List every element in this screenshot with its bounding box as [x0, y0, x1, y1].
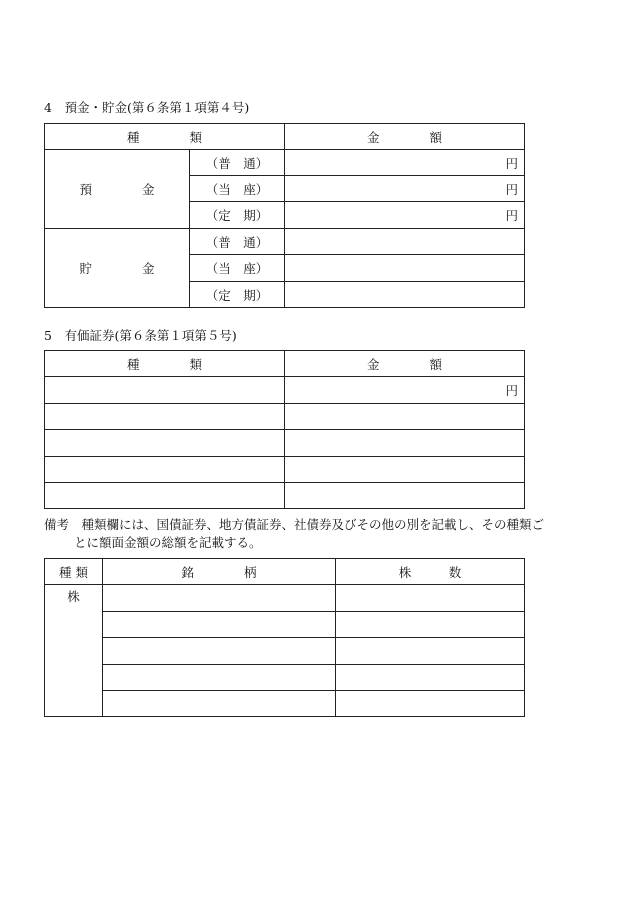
stock-brand-cell[interactable] [103, 665, 336, 691]
savings-sub-touza: （当 座） [190, 255, 285, 282]
header-type: 種 類 [45, 124, 285, 150]
stock-brand-cell[interactable] [103, 585, 336, 612]
deposit-sub-touza: （当 座） [190, 176, 285, 202]
section5-heading: 5 有価証券(第６条第１項第５号) [44, 328, 237, 343]
savings-sub-teiki: （定 期） [190, 282, 285, 308]
deposit-label: 預 金 [45, 150, 190, 229]
stock-shares-cell[interactable] [336, 665, 525, 691]
securities-amount-cell[interactable] [285, 404, 525, 430]
securities-table [44, 350, 525, 509]
stock-type-label: 株 [45, 585, 103, 717]
header-shares: 株 数 [336, 559, 525, 585]
stock-shares-cell[interactable] [336, 691, 525, 717]
deposit-amount-teiki[interactable]: 円 [285, 202, 525, 229]
securities-type-cell[interactable] [45, 430, 285, 457]
securities-amount-cell[interactable] [285, 483, 525, 509]
header-brand: 銘 柄 [103, 559, 336, 585]
deposit-sub-futsu: （普 通） [190, 150, 285, 176]
securities-type-cell[interactable] [45, 404, 285, 430]
deposit-sub-teiki: （定 期） [190, 202, 285, 229]
header-type: 種 類 [45, 351, 285, 377]
savings-amount-futsu[interactable] [285, 229, 525, 255]
securities-amount-cell[interactable]: 円 [285, 377, 525, 404]
header-type: 種 類 [45, 559, 103, 585]
savings-sub-futsu: （普 通） [190, 229, 285, 255]
savings-amount-teiki[interactable] [285, 282, 525, 308]
stock-shares-cell[interactable] [336, 585, 525, 612]
savings-label: 貯 金 [45, 229, 190, 308]
deposit-amount-touza[interactable]: 円 [285, 176, 525, 202]
savings-amount-touza[interactable] [285, 255, 525, 282]
stock-brand-cell[interactable] [103, 612, 336, 638]
stock-shares-cell[interactable] [336, 638, 525, 665]
securities-type-cell[interactable] [45, 377, 285, 404]
stock-shares-cell[interactable] [336, 612, 525, 638]
note-line1: 備考 種類欄には、国債証券、地方債証券、社債券及びその他の別を記載し、その種類ご [44, 517, 545, 532]
securities-note [44, 516, 604, 552]
header-amount: 金 額 [285, 351, 525, 377]
securities-type-cell[interactable] [45, 483, 285, 509]
note-line2: とに額面金額の総額を記載する。 [74, 535, 262, 550]
stock-brand-cell[interactable] [103, 691, 336, 717]
deposit-amount-futsu[interactable]: 円 [285, 150, 525, 176]
section4-heading: 4 預金・貯金(第６条第１項第４号) [44, 100, 250, 115]
securities-amount-cell[interactable] [285, 430, 525, 457]
stock-brand-cell[interactable] [103, 638, 336, 665]
stocks-table [44, 558, 525, 717]
header-amount: 金 額 [285, 124, 525, 150]
deposit-table [44, 123, 525, 308]
securities-amount-cell[interactable] [285, 457, 525, 483]
securities-type-cell[interactable] [45, 457, 285, 483]
